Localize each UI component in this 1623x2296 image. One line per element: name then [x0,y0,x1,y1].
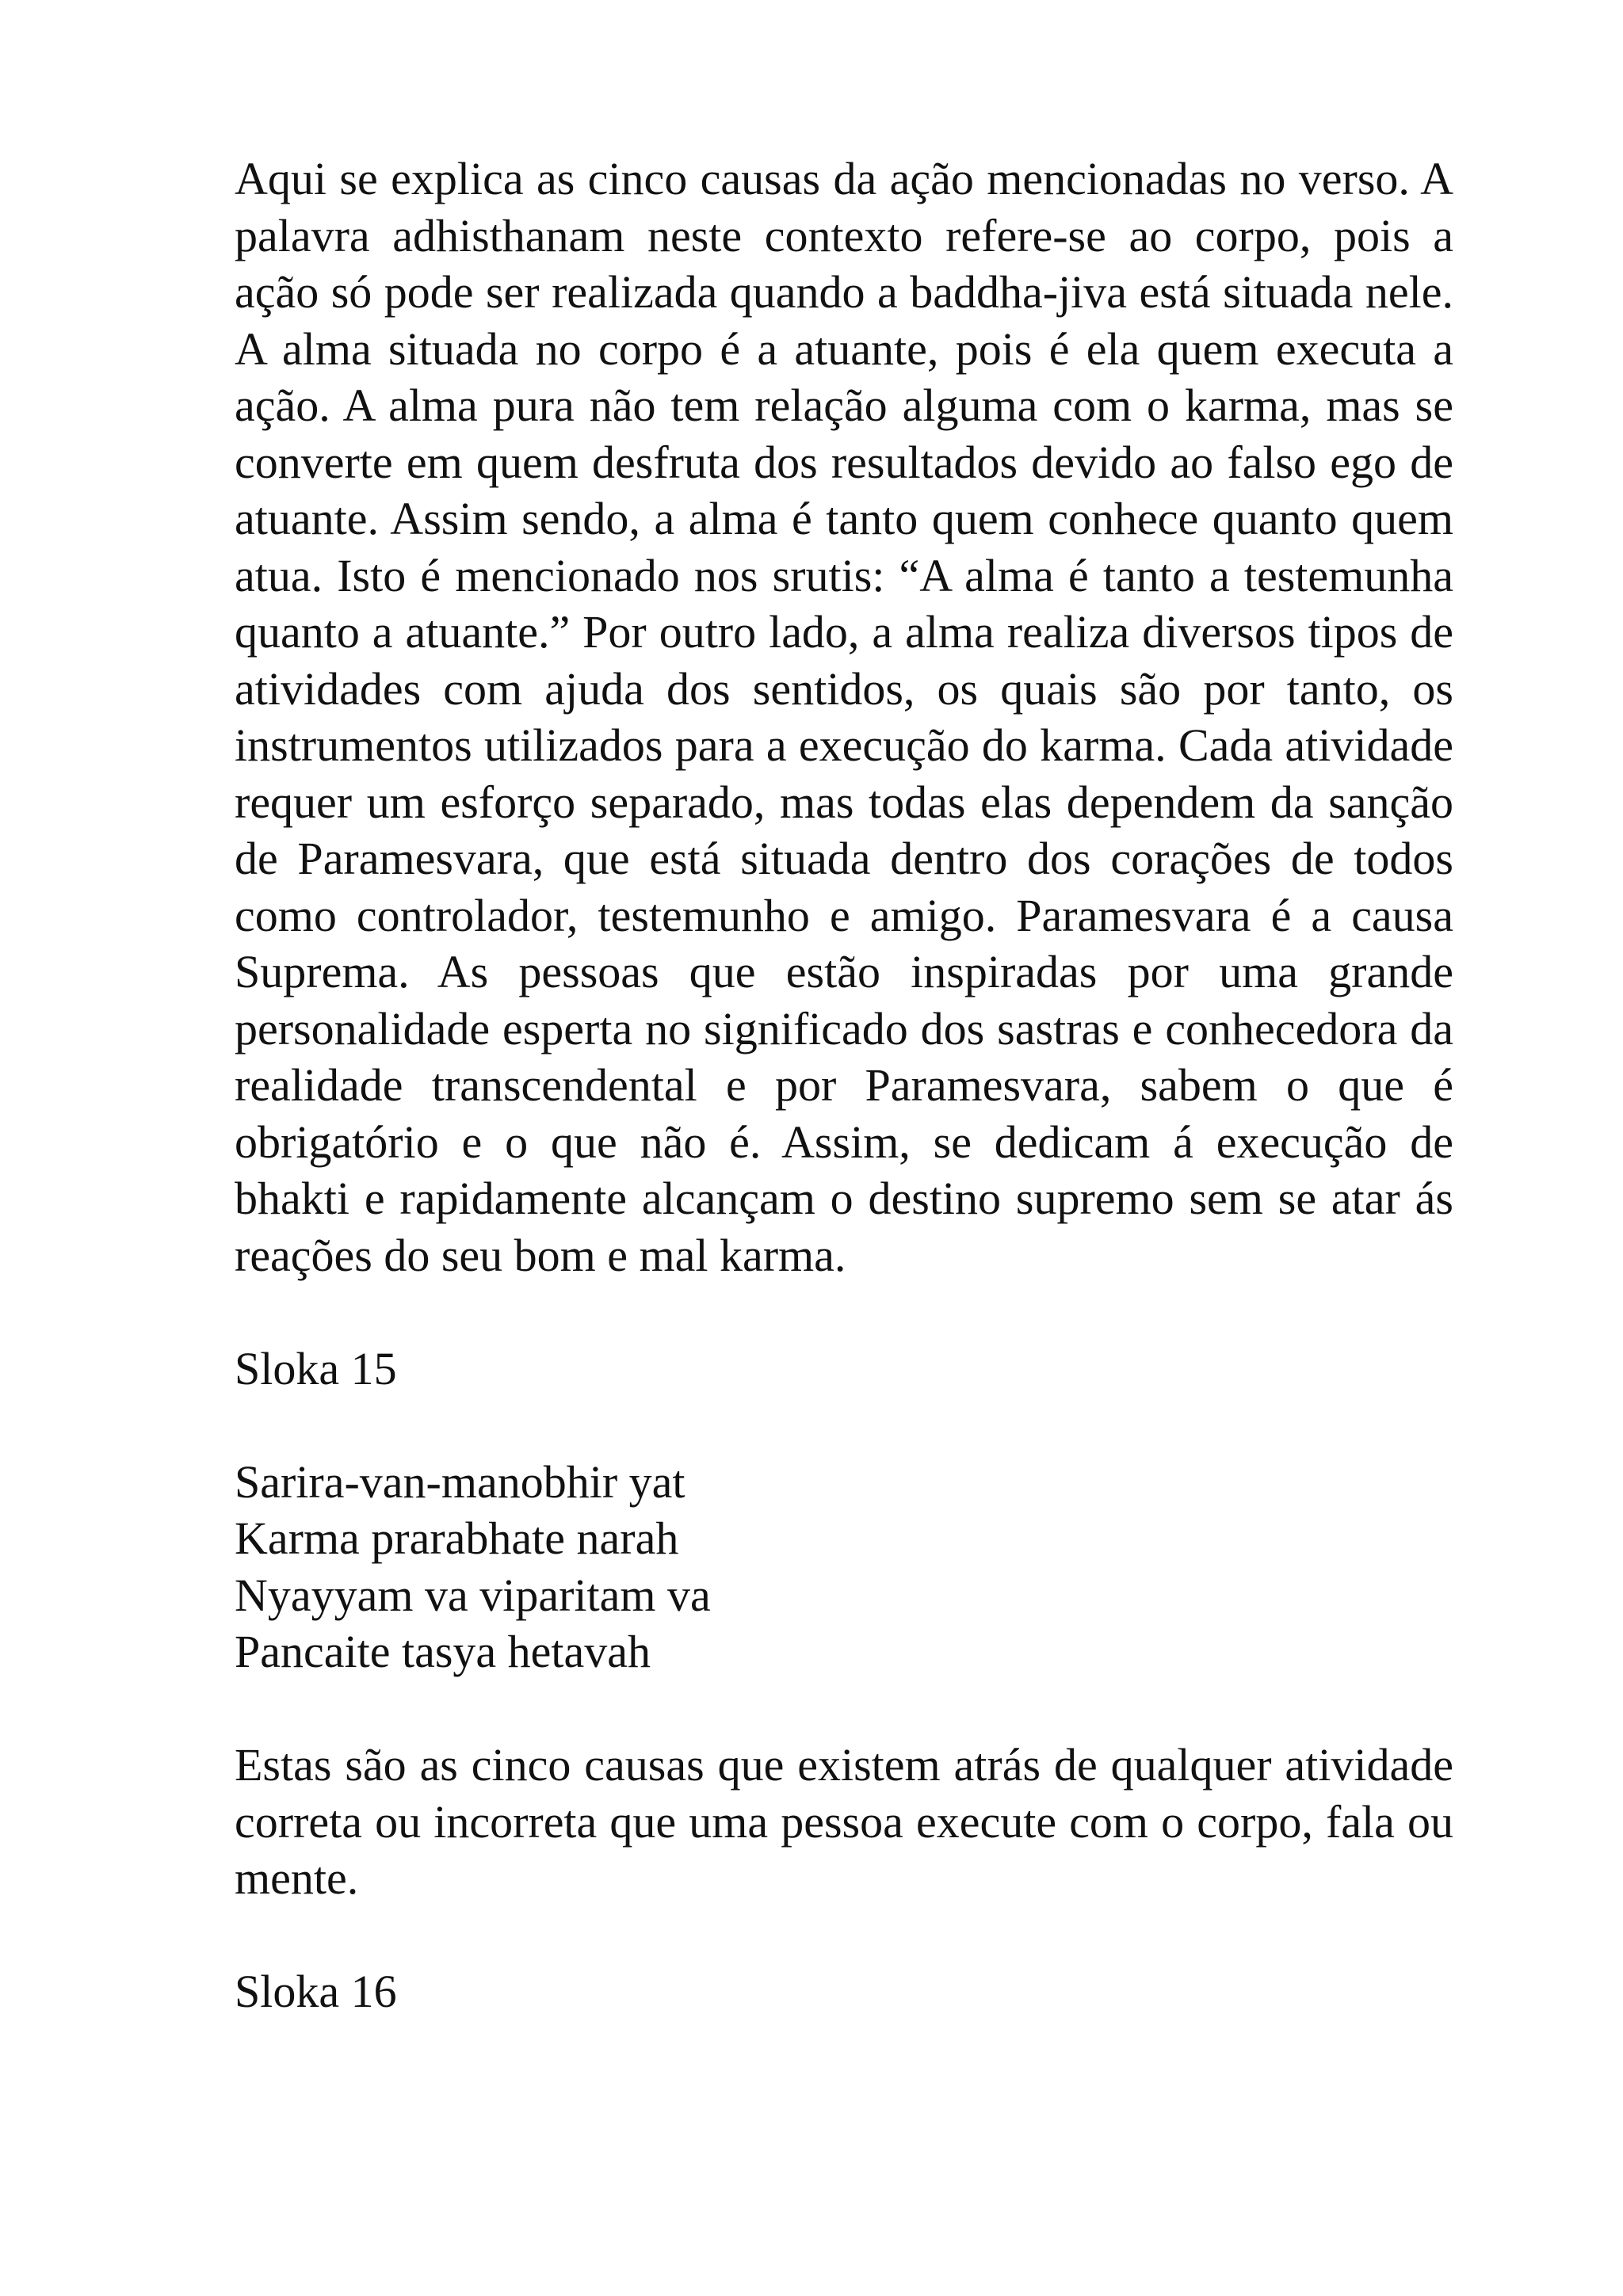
sloka-15-verse [235,1454,1453,1680]
sloka-15-heading: Sloka 15 [235,1342,397,1394]
sloka-16-heading: Sloka 16 [235,1966,397,2017]
spacer [235,1907,1453,1964]
spacer [235,1680,1453,1737]
verse-line: Karma prarabhate narah [235,1512,679,1564]
page-content [235,151,1453,2020]
commentary-paragraph: Aqui se explica as cinco causas da ação mencionadas no verso. A palavra adhisthanam neste contexto refere-se ao corpo, pois a ação só pode ser realizada quando a baddha-jiva está situada nele. A alma situada no corpo é a atuante, pois é ela quem executa a ação. A alma pura não tem relação alguma com o karma, mas se converte em quem desfruta dos resultados devido ao falso ego de atuante. Assim sendo, a alma é tanto quem conhece quanto quem atua. Isto é mencionado nos srutis: “A alma é tanto a testemunha quanto a atuante.” Por outro lado, a alma realiza diversos tipos de atividades com ajuda dos sentidos, os quais são por tanto, os instrumentos utilizados para a execução do karma. Cada atividade requer um esforço separado, mas todas elas dependem da sanção de Paramesvara, que está situada dentro dos corações de todos como controlador, testemunho e amigo. Paramesvara é a causa Suprema. As pessoas que estão inspiradas por uma grande personalidade esperta no significado dos sastras e conhecedora da realidade transcendental e por Paramesvara, sabem o que é obrigatório e o que não é. Assim, se dedicam á execução de bhakti e rapidamente alcançam o destino supremo sem se atar ás reações do seu bom e mal karma. [235,153,1453,1281]
verse-line: Sarira-van-manobhir yat [235,1455,685,1508]
verse-line: Pancaite tasya hetavah [235,1626,651,1677]
spacer [235,1283,1453,1341]
sloka-15-translation: Estas são as cinco causas que existem atrás de qualquer atividade correta ou incorreta que uma pessoa execute com o corpo, fala ou mente. [235,1739,1453,1904]
spacer [235,1397,1453,1454]
verse-line: Nyayyam va viparitam va [235,1569,711,1621]
